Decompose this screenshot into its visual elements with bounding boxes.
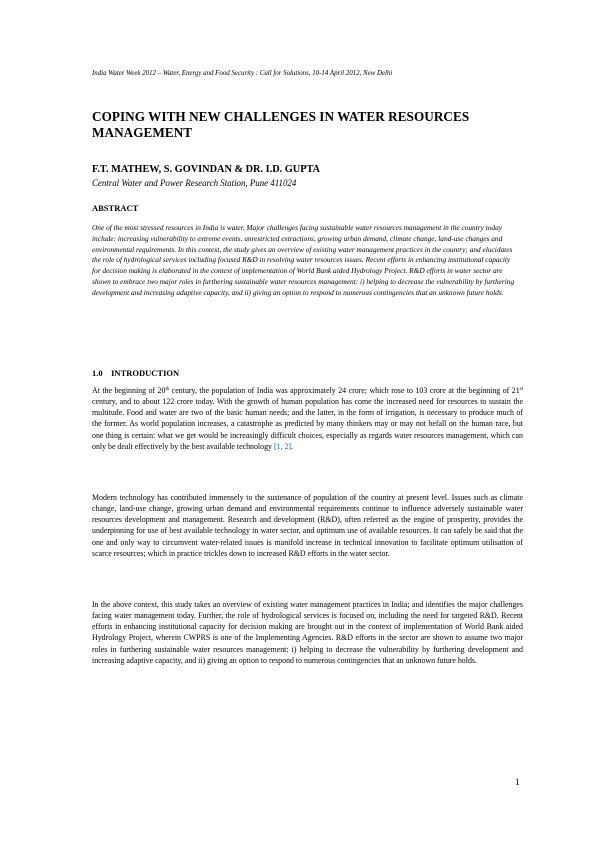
text-run: . xyxy=(291,441,294,451)
text-run: century, the population of India was approximately 24 crore; which rose to 103 crore at the beginning of 21 xyxy=(169,386,520,395)
section-heading xyxy=(92,368,179,378)
paper-title-line: MANAGEMENT xyxy=(92,125,193,140)
intro-paragraph-1 xyxy=(92,385,523,452)
paper-title-line: COPING WITH NEW CHALLENGES IN WATER RESOURCES xyxy=(92,109,470,124)
text-run: century, and to about 122 crore today. With the growth of human population has come the increased need for resources to sustain the multitude. Food and water are two of the basic human needs; and the latter, in the form of irrigation, is necessary to produce much of the former. As world population increases, a catastrophe as predicted by many thinkers may or may not befall on the human race, but one thing is certain: what we get would be increasingly difficult choices, especially as regards water resources management, which can only be dealt effectively by the best available technology xyxy=(92,397,523,451)
intro-paragraph-3: In the above context, this study takes an overview of existing water management practices in India; and identifies the major challenges facing water management today. Further, the role of hydrological services is focused on, including the need for targeted R&D. Recent efforts in enhancing institutional capacity for decision making are brought out in the context of implementation of World Bank aided Hydrology Project, wherein CWPRS is one of the Implementing Agencies. R&D efforts in the sector are shown to assume two major roles in furthering sustainable water resources management: i) helping to decrease the vulnerability by furthering development and increasing adaptive capacity, and ii) giving an option to respond to numerous contingencies that an unknown future holds. xyxy=(92,600,523,665)
paper-title xyxy=(92,109,522,141)
section-title: INTRODUCTION xyxy=(111,368,180,378)
running-header: India Water Week 2012 – Water, Energy and Food Security : Call for Solutions, 10-14 April 2012, New Delhi xyxy=(92,70,393,77)
page-number: 1 xyxy=(515,778,520,788)
superscript: st xyxy=(519,387,523,392)
citation-link[interactable]: [1, 2] xyxy=(273,441,292,451)
section-number: 1.0 xyxy=(92,368,103,378)
authors: F.T. MATHEW, S. GOVINDAN & DR. I.D. GUPTA xyxy=(92,164,321,175)
affiliation: Central Water and Power Research Station, Pune 411024 xyxy=(92,178,297,188)
text-run: At the beginning of 20 xyxy=(92,386,166,395)
abstract-text: One of the most stressed resources in India is water. Major challenges facing sustainable water resources management in the country today include: increasing vulnerability to extreme events, unrestricted extractions, growing urban demand, climate change, land-use changes and environmental requirements. In this context, the study gives an overview of existing water management practices in the country; and elucidates the role of hydrological services including focused R&D in resolving water resources issues. Recent efforts in enhancing institutional capacity for decision making is elaborated in the context of implementation of World Bank aided Hydrology Project. R&D efforts in water sector are shown to embrace two major roles in furthering sustainable water resources management: i) helping to decrease the vulnerability by furthering development and increasing adaptive capacity, and ii) giving an option to respond to numerous contingencies that an unknown future holds. xyxy=(92,223,515,297)
superscript: th xyxy=(165,387,170,392)
abstract-heading: ABSTRACT xyxy=(92,203,139,213)
intro-paragraph-2: Modern technology has contributed immensely to the sustenance of population of the country at present level. Issues such as climate change, land-use change, growing urban demand and environmental requirements continue to influence adversely sustainable water resources development and management. Research and development (R&D), often referred as the engine of prosperity, provides the underpinning for use of best available technology in water sector, and optimum use of available resources. It can safely be said that the one and only way to circumvent water-related issues is manifold increase in technical innovation to facilitate optimum utilisation of scarce resources; which in practice trickles down to increased R&D efforts in the water sector. xyxy=(92,493,523,558)
